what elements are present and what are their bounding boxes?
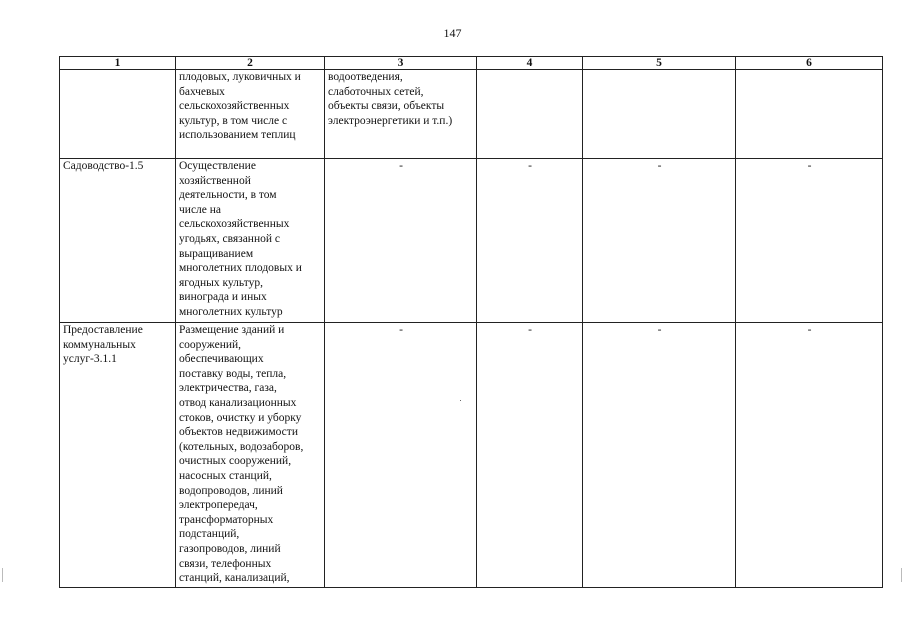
- table-cell: [176, 70, 325, 159]
- table-cell: [176, 159, 325, 323]
- table-cell: [325, 70, 477, 159]
- cell-text: Осуществление хозяйственной деятельности, в том числе на сельскохозяйственных угодьях, связанной с выращиванием многолетних плодовых и ягодных культур, винограда и иных многолетних культур: [179, 160, 302, 318]
- table-cell: [325, 159, 477, 323]
- table-cell: [736, 159, 883, 323]
- table-cell: [583, 70, 736, 159]
- column-header-6: 6: [736, 57, 883, 70]
- cell-text: Предоставление коммунальных услуг-3.1.1: [63, 324, 143, 366]
- cell-dash: -: [807, 160, 812, 172]
- column-header-4: 4: [477, 57, 583, 70]
- cell-dash: -: [807, 324, 812, 336]
- cell-text: водоотведения, слаботочных сетей, объекты связи, объекты электроэнергетики и т.п.): [328, 71, 453, 127]
- cell-dash: -: [399, 324, 403, 336]
- cell-dash: -: [657, 324, 662, 336]
- table-row: [60, 159, 883, 323]
- table-header-row: [60, 57, 883, 70]
- table-cell: [176, 323, 325, 588]
- table-cell: [736, 70, 883, 159]
- table-cell: [60, 159, 176, 323]
- page-number: 147: [443, 26, 462, 40]
- scan-edge-mark-left: [2, 568, 3, 582]
- table-cell: [60, 70, 176, 159]
- table-cell: [583, 159, 736, 323]
- table-row: [60, 323, 883, 588]
- table-cell: [325, 323, 477, 588]
- column-header-3: 3: [325, 57, 477, 70]
- table-cell: [736, 323, 883, 588]
- scan-edge-mark-right: [901, 568, 902, 582]
- table-cell: [60, 323, 176, 588]
- cell-text: Садоводство-1.5: [63, 160, 144, 172]
- cell-dash: -: [657, 160, 662, 172]
- cell-text: плодовых, луковичных и бахчевых сельскохозяйственных культур, в том числе с использованием теплиц: [179, 71, 301, 142]
- column-header-5: 5: [583, 57, 736, 70]
- column-header-1: 1: [60, 57, 176, 70]
- table-cell: [477, 159, 583, 323]
- table-row: [60, 70, 883, 159]
- scan-speck: [460, 400, 461, 401]
- table-cell: [477, 323, 583, 588]
- cell-text: Размещение зданий и сооружений, обеспечивающих поставку воды, тепла, электричества, газа, отвод канализационных стоков, очистку и уборку объектов недвижимости (котельных, водозаборов, очистных сооружений, насосных станций, водопроводов, линий электропередач, трансформаторных подстанций, газопроводов, линий связи, телефонных станций, канализаций,: [179, 324, 304, 585]
- cell-dash: -: [528, 324, 532, 336]
- land-use-table: [59, 56, 883, 588]
- table-cell: [583, 323, 736, 588]
- table-cell: [477, 70, 583, 159]
- cell-dash: -: [399, 160, 403, 172]
- column-header-2: 2: [176, 57, 325, 70]
- cell-dash: -: [528, 160, 532, 172]
